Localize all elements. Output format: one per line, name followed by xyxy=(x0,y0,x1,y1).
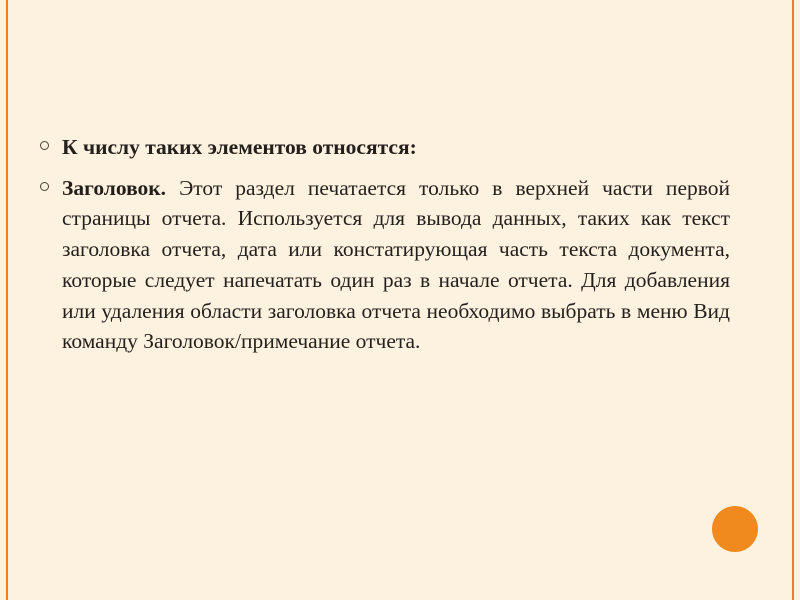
list-item xyxy=(40,132,730,163)
decorative-circle xyxy=(712,506,758,552)
bullet-circle-icon xyxy=(40,132,62,150)
left-border-rule xyxy=(6,0,8,600)
list-item xyxy=(40,173,730,357)
list-item-lead: К числу таких элементов относятся: xyxy=(62,135,417,159)
list-item-body: Этот раздел печатается только в верхней части первой страницы отчета. Используется для вывода данных, таких как текст заголовка отчета, дата или констатирующая часть текста документа, которые следует напечатать один раз в начале отчета. Для добавления или удаления области заголовка отчета необходимо выбрать в меню Вид команду Заголовок/примечание отчета. xyxy=(62,175,730,354)
slide-body xyxy=(40,132,730,367)
list-item-text xyxy=(62,173,730,357)
list-item-text xyxy=(62,132,730,163)
list-item-lead: Заголовок. xyxy=(62,175,167,200)
right-border-rule xyxy=(792,0,794,600)
bullet-circle-icon xyxy=(40,173,62,191)
